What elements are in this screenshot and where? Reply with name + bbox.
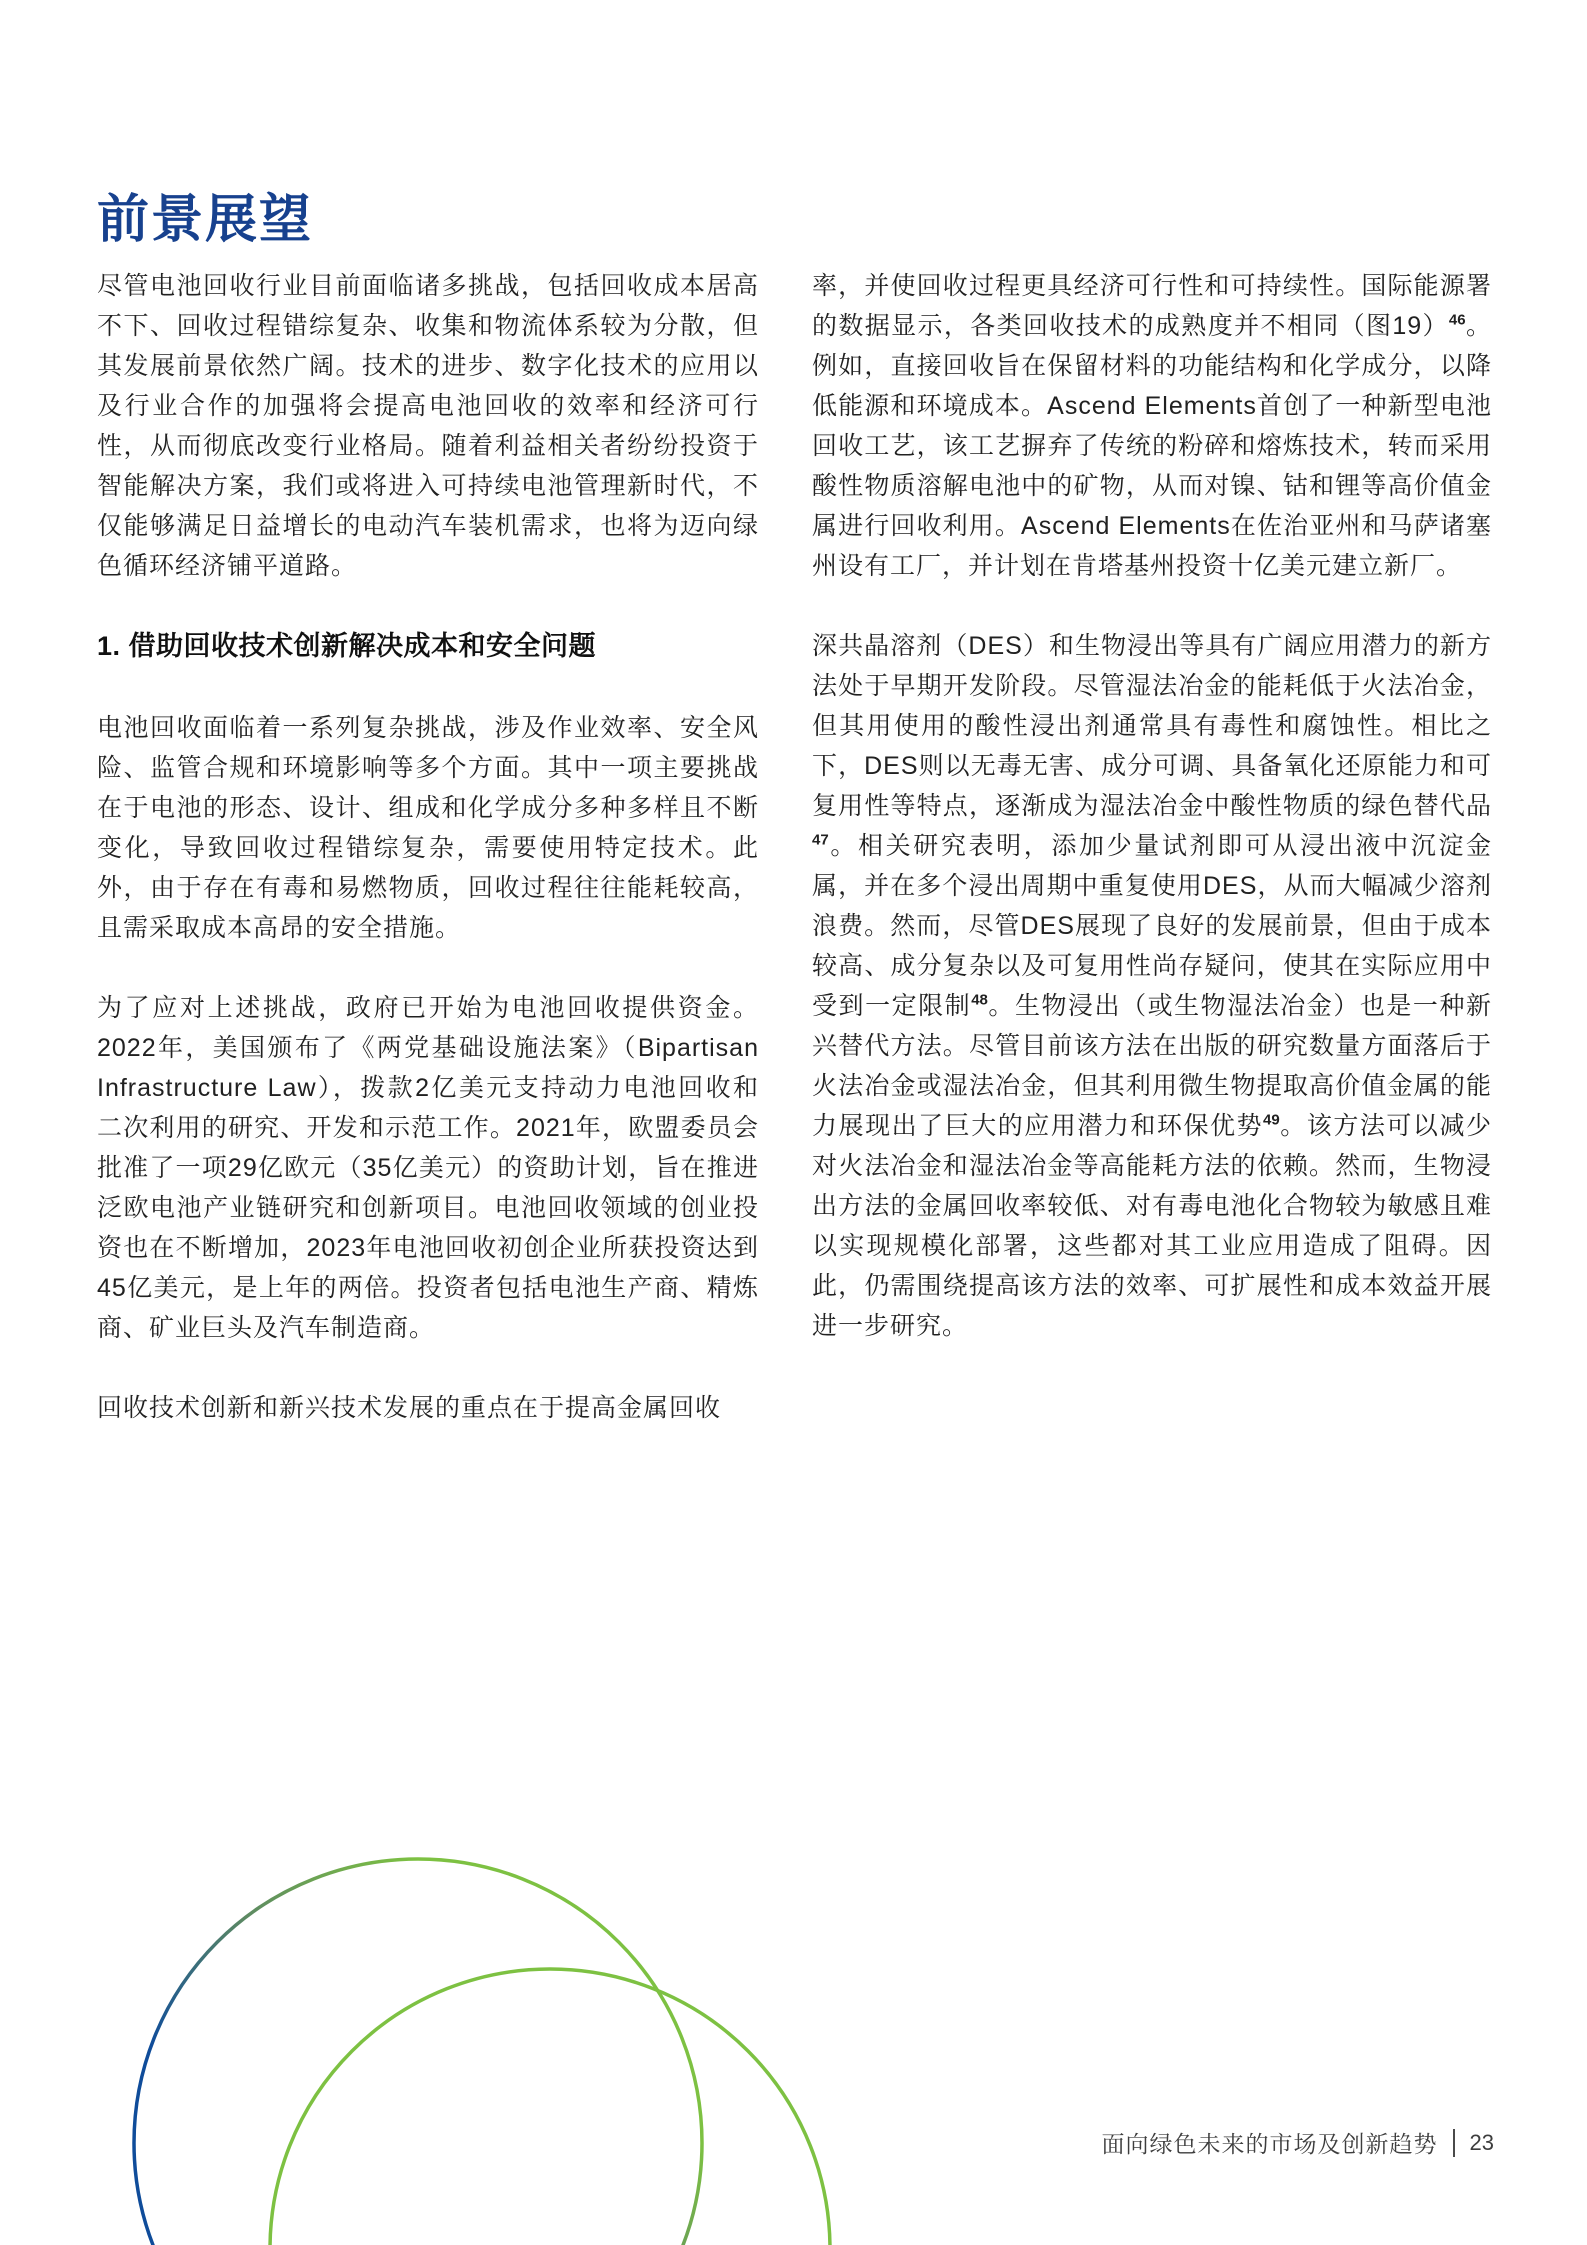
text-run: 率，并使回收过程更具经济可行性和可持续性。国际能源署的数据显示，各类回收技术的成熟度并不相同（图19） (812, 272, 1492, 340)
text-run: 1. 借助回收技术创新解决成本和安全问题 (97, 631, 597, 661)
paragraph (97, 708, 759, 948)
paragraph (97, 988, 759, 1348)
text-run: 。例如，直接回收旨在保留材料的功能结构和化学成分，以降低能源和环境成本。Ascend Elements首创了一种新型电池回收工艺，该工艺摒弃了传统的粉碎和熔炼技术，转而采用酸性物质溶解电池中的矿物，从而对镍、钴和锂等高价值金属进行回收利用。Ascend Elements在佐治亚州和马萨诸塞州设有工厂，并计划在肯塔基州投资十亿美元建立新厂。 (812, 312, 1492, 580)
gradient-circle-outline (134, 1859, 702, 2245)
footnote-ref: 49 (1263, 1111, 1280, 1129)
section-heading (97, 626, 759, 666)
page-title: 前景展望 (97, 190, 314, 249)
text-run: 尽管电池回收行业目前面临诸多挑战，包括回收成本居高不下、回收过程错综复杂、收集和物流体系较为分散，但其发展前景依然广阔。技术的进步、数字化技术的应用以及行业合作的加强将会提高电池回收的效率和经济可行性，从而彻底改变行业格局。随着利益相关者纷纷投资于智能解决方案，我们或将进入可持续电池管理新时代，不仅能够满足日益增长的电动汽车装机需求，也将为迈向绿色循环经济铺平道路。 (97, 272, 759, 580)
footer-divider (1453, 2129, 1455, 2157)
text-run: 。相关研究表明，添加少量试剂即可从浸出液中沉淀金属，并在多个浸出周期中重复使用DES，从而大幅减少溶剂浪费。然而，尽管DES展现了良好的发展前景，但由于成本较高、成分复杂以及可复用性尚存疑问，使其在实际应用中受到一定限制 (812, 832, 1492, 1020)
page-number: 23 (1469, 2129, 1494, 2155)
paragraph (812, 266, 1492, 586)
text-run: 深共晶溶剂（DES）和生物浸出等具有广阔应用潜力的新方法处于早期开发阶段。尽管湿法冶金的能耗低于火法冶金，但其用使用的酸性浸出剂通常具有毒性和腐蚀性。相比之下，DES则以无毒无害、成分可调、具备氧化还原能力和可复用性等特点，逐渐成为湿法冶金中酸性物质的绿色替代品 (812, 632, 1492, 820)
right-column (812, 266, 1492, 1386)
green-circle-outline (270, 1969, 830, 2245)
paragraph (97, 1388, 759, 1428)
paragraph (812, 626, 1492, 1346)
text-run: 回收技术创新和新兴技术发展的重点在于提高金属回收 (97, 1394, 722, 1422)
footnote-ref: 47 (812, 831, 829, 849)
page-footer (1102, 2126, 1494, 2159)
paragraph (97, 266, 759, 586)
footnote-ref: 46 (1448, 311, 1466, 329)
footer-report-title: 面向绿色未来的市场及创新趋势 (1101, 2131, 1438, 2157)
text-run: 。该方法可以减少对火法冶金和湿法冶金等高能耗方法的依赖。然而，生物浸出方法的金属回收率较低、对有毒电池化合物较为敏感且难以实现规模化部署，这些都对其工业应用造成了阻碍。因此，仍需围绕提高该方法的效率、可扩展性和成本效益开展进一步研究。 (812, 1112, 1492, 1340)
text-run: 。生物浸出（或生物湿法冶金）也是一种新兴替代方法。尽管目前该方法在出版的研究数量方面落后于火法冶金或湿法冶金，但其利用微生物提取高价值金属的能力展现出了巨大的应用潜力和环保优势 (812, 992, 1492, 1140)
footnote-ref: 48 (971, 991, 988, 1009)
text-run: 为了应对上述挑战，政府已开始为电池回收提供资金。2022年，美国颁布了《两党基础设施法案》（Bipartisan Infrastructure Law），拨款2亿美元支持动力电池回收和二次利用的研究、开发和示范工作。2021年，欧盟委员会批准了一项29亿欧元（35亿美元）的资助计划，旨在推进泛欧电池产业链研究和创新项目。电池回收领域的创业投资也在不断增加，2023年电池回收初创企业所获投资达到45亿美元，是上年的两倍。投资者包括电池生产商、精炼商、矿业巨头及汽车制造商。 (97, 994, 759, 1342)
left-column (97, 266, 759, 1468)
text-run: 电池回收面临着一系列复杂挑战，涉及作业效率、安全风险、监管合规和环境影响等多个方面。其中一项主要挑战在于电池的形态、设计、组成和化学成分多种多样且不断变化，导致回收过程错综复杂，需要使用特定技术。此外，由于存在有毒和易燃物质，回收过程往往能耗较高，且需采取成本高昂的安全措施。 (97, 714, 759, 942)
